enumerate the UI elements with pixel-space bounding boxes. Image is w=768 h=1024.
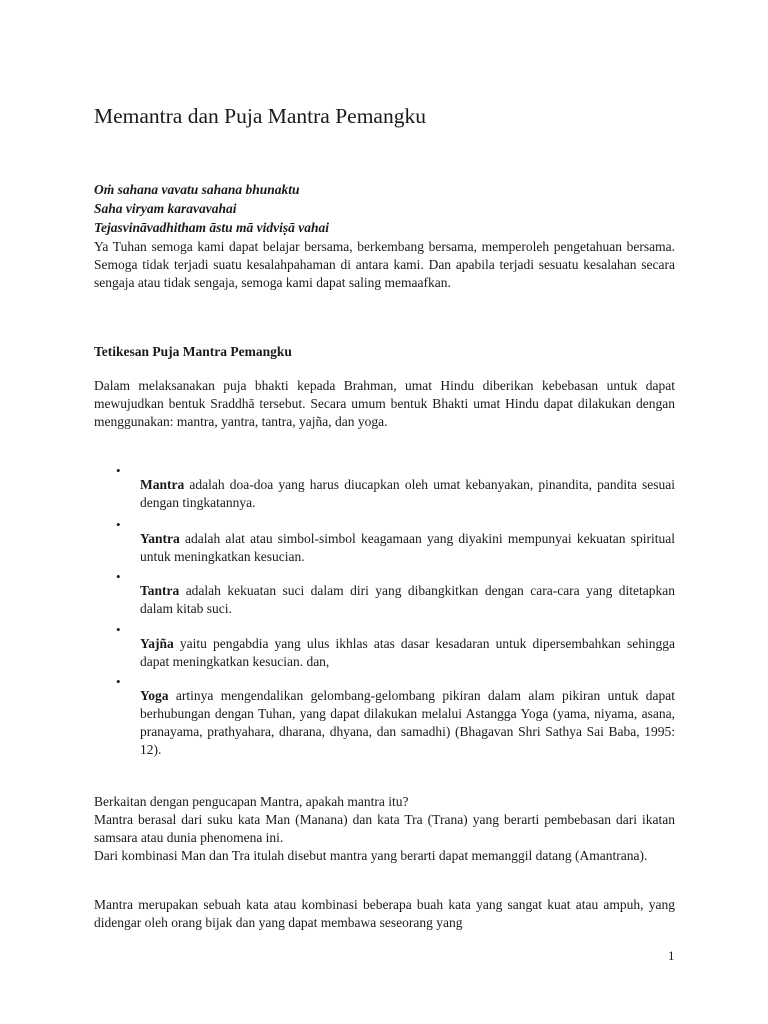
item-description: adalah kekuatan suci dalam diri yang dibangkitkan dengan cara-cara yang ditetapkan dalam kitab suci. — [140, 582, 675, 616]
combination-paragraph: Dari kombinasi Man dan Tra itulah disebut mantra yang berarti dapat memanggil datang (Amantrana). — [94, 848, 648, 863]
bullet-icon: • — [116, 463, 121, 478]
item-description: artinya mengendalikan gelombang-gelombang pikiran dalam alam pikiran untuk dapat berhubungan dengan Tuhan, yang dapat dilakukan melalui Astangga Yoga (yama, niyama, asana, pranayama, prathyahara, dharana, dhyana, dan samadhi) (Bhagavan Shri Sathya Sai Baba, 1995: 12). — [140, 687, 675, 757]
mantra-line: Oṁ sahana vavatu sahana bhunaktu — [94, 182, 300, 197]
section-heading: Tetikesan Puja Mantra Pemangku — [94, 344, 292, 359]
mantra-line: Saha viryam karavavahai — [94, 201, 237, 216]
item-description: adalah alat atau simbol-simbol keagamaan yang diyakini mempunyai kekuatan spiritual untuk meningkatkan kesucian. — [140, 530, 675, 564]
bullet-icon: • — [116, 674, 121, 689]
closing-block — [94, 896, 675, 932]
mantra-definition-block — [94, 793, 675, 865]
list-item — [94, 673, 675, 772]
item-term: Mantra — [140, 476, 185, 492]
item-term: Yoga — [140, 687, 169, 703]
section-block — [94, 377, 675, 431]
item-description: yaitu pengabdia yang ulus ikhlas atas dasar kesadaran untuk dipersembahkan sehingga dapat meningkatkan kesucian. dan, — [140, 635, 675, 669]
bullet-icon: • — [116, 569, 121, 584]
intro-paragraph: Ya Tuhan semoga kami dapat belajar bersama, berkembang bersama, memperoleh pengetahuan bersama. Semoga tidak terjadi suatu kesalahpahaman di antara kami. Dan apabila terjadi sesuatu kesalahan secara sengaja atau tidak sengaja, semoga kami dapat saling memaafkan. — [94, 239, 675, 290]
item-description: adalah doa-doa yang harus diucapkan oleh umat kebanyakan, pinandita, pandita sesuai dengan tingkatannya. — [140, 476, 675, 510]
opening-mantra — [94, 180, 329, 237]
item-term: Tantra — [140, 582, 180, 598]
closing-paragraph: Mantra merupakan sebuah kata atau kombinasi beberapa buah kata yang sangat kuat atau ampuh, yang didengar oleh orang bijak dan yang dapat membawa seseorang yang — [94, 897, 675, 930]
bullet-icon: • — [116, 517, 121, 532]
bullet-icon: • — [116, 622, 121, 637]
mantra-line: Tejasvināvadhitham āstu mā vidviṣā vahai — [94, 220, 330, 235]
section-paragraph: Dalam melaksanakan puja bhakti kepada Brahman, umat Hindu diberikan kebebasan untuk dapat mewujudkan bentuk Sraddhā tersebut. Secara umum bentuk Bhakti umat Hindu dapat dilakukan dengan menggunakan: mantra, yantra, tantra, yajña, dan yoga. — [94, 378, 675, 429]
item-term: Yantra — [140, 530, 180, 546]
item-term: Yajña — [140, 635, 174, 651]
document-title: Memantra dan Puja Mantra Pemangku — [94, 104, 426, 128]
intro-block — [94, 238, 675, 292]
section-heading-block — [94, 344, 675, 360]
page-number: 1 — [668, 948, 675, 963]
mantra-origin-paragraph: Mantra berasal dari suku kata Man (Manana) dan kata Tra (Trana) yang berarti pembebasan dari ikatan samsara atau dunia phenomena ini. — [94, 812, 675, 845]
question-line: Berkaitan dengan pengucapan Mantra, apakah mantra itu? — [94, 794, 409, 809]
